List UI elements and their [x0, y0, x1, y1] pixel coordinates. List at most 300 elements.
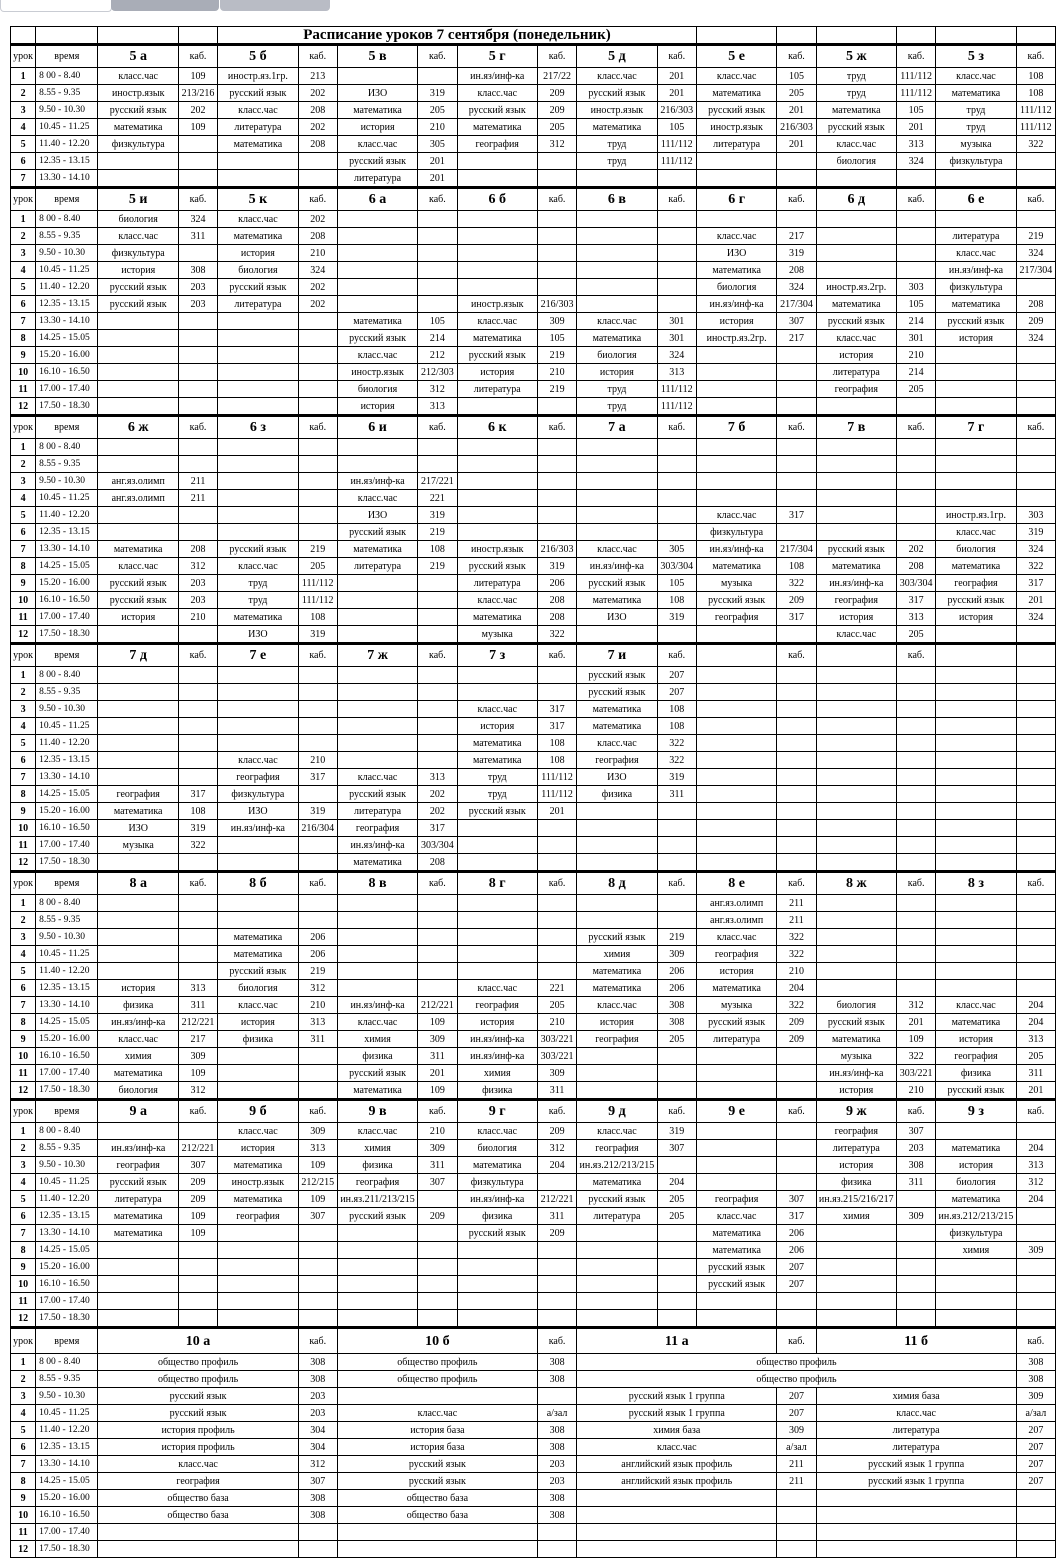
- room-cell: 322: [1016, 136, 1055, 153]
- room-cell: [657, 473, 696, 490]
- room-column-header: каб.: [537, 1100, 576, 1123]
- subject-cell: [936, 1123, 1016, 1140]
- room-cell: [777, 170, 816, 188]
- lesson-row: [11, 245, 1056, 262]
- room-cell: 322: [537, 626, 576, 644]
- subject-cell: [577, 1507, 777, 1524]
- subject-cell: математика: [337, 102, 417, 119]
- subject-cell: [577, 245, 657, 262]
- room-cell: [897, 1225, 936, 1242]
- room-cell: 205: [537, 119, 576, 136]
- room-column-header: каб.: [537, 416, 576, 439]
- lesson-number: 5: [11, 507, 36, 524]
- room-cell: 317: [298, 769, 337, 786]
- subject-cell: класс.час: [457, 1123, 537, 1140]
- subject-cell: [218, 912, 298, 929]
- room-cell: 217: [777, 228, 816, 245]
- time-column-header: время: [36, 45, 98, 68]
- room-cell: 309: [178, 1048, 217, 1065]
- lesson-time: 14.25 - 15.05: [36, 1014, 98, 1031]
- room-cell: 109: [178, 1225, 217, 1242]
- subject-cell: иностр.язык: [218, 1174, 298, 1191]
- room-cell: [178, 245, 217, 262]
- room-cell: [897, 490, 936, 507]
- room-cell: 202: [298, 119, 337, 136]
- lesson-row: [11, 170, 1056, 188]
- class-name: 6 з: [218, 416, 298, 439]
- lesson-number: 9: [11, 803, 36, 820]
- room-cell: 309: [657, 946, 696, 963]
- subject-cell: история: [457, 364, 537, 381]
- lesson-row: [11, 1524, 1056, 1541]
- lesson-number: 2: [11, 1371, 36, 1388]
- subject-cell: русский язык: [816, 541, 896, 558]
- room-cell: 201: [897, 1014, 936, 1031]
- lesson-row: [11, 153, 1056, 170]
- subject-cell: [696, 1065, 776, 1082]
- room-cell: 312: [298, 980, 337, 997]
- subject-cell: физика: [457, 1208, 537, 1225]
- subject-cell: математика: [337, 1082, 417, 1100]
- lesson-time: 8.55 - 9.35: [36, 228, 98, 245]
- room-cell: 308: [537, 1371, 576, 1388]
- subject-cell: [457, 1276, 537, 1293]
- browser-tab[interactable]: [220, 0, 330, 11]
- subject-cell: математика: [696, 980, 776, 997]
- room-cell: 307: [777, 313, 816, 330]
- lesson-number: 3: [11, 929, 36, 946]
- subject-cell: география: [577, 752, 657, 769]
- room-cell: [777, 364, 816, 381]
- subject-cell: математика: [696, 85, 776, 102]
- subject-cell: русский язык: [457, 558, 537, 575]
- lesson-time: 8 00 - 8.40: [36, 1123, 98, 1140]
- subject-cell: [337, 609, 417, 626]
- room-cell: [1016, 1276, 1055, 1293]
- room-cell: 303/304: [897, 575, 936, 592]
- lesson-number: 2: [11, 912, 36, 929]
- room-cell: [178, 524, 217, 541]
- room-cell: 311: [537, 1208, 576, 1225]
- subject-cell: общество профиль: [577, 1371, 1017, 1388]
- lesson-time: 8.55 - 9.35: [36, 912, 98, 929]
- subject-cell: анг.яз.олимп: [98, 490, 178, 507]
- lesson-time: 11.40 - 12.20: [36, 963, 98, 980]
- subject-cell: [218, 170, 298, 188]
- lesson-number: 4: [11, 718, 36, 735]
- room-cell: [657, 1276, 696, 1293]
- room-cell: 308: [1016, 1371, 1055, 1388]
- subject-cell: ин.яз/инф-ка: [218, 820, 298, 837]
- room-column-header: каб.: [298, 45, 337, 68]
- subject-cell: география: [577, 1140, 657, 1157]
- room-cell: [178, 1293, 217, 1310]
- room-cell: [897, 701, 936, 718]
- lesson-time: 9.50 - 10.30: [36, 473, 98, 490]
- room-cell: 317: [537, 701, 576, 718]
- subject-cell: класс.час: [577, 997, 657, 1014]
- subject-cell: ИЗО: [98, 820, 178, 837]
- room-cell: [657, 895, 696, 912]
- room-cell: 208: [1016, 296, 1055, 313]
- room-cell: 208: [298, 136, 337, 153]
- subject-cell: [337, 912, 417, 929]
- subject-cell: физкультура: [696, 524, 776, 541]
- room-cell: 206: [657, 980, 696, 997]
- lesson-row: [11, 1191, 1056, 1208]
- room-cell: 108: [657, 701, 696, 718]
- subject-cell: [337, 296, 417, 313]
- room-cell: [1016, 626, 1055, 644]
- subject-cell: [816, 837, 896, 854]
- subject-cell: история: [936, 330, 1016, 347]
- subject-cell: математика: [457, 1157, 537, 1174]
- room-cell: 201: [1016, 1082, 1055, 1100]
- room-cell: [1016, 718, 1055, 735]
- subject-cell: [696, 1157, 776, 1174]
- subject-cell: математика: [98, 1225, 178, 1242]
- room-cell: 206: [777, 1225, 816, 1242]
- room-cell: 303/221: [537, 1048, 576, 1065]
- room-column-header: каб.: [1016, 872, 1055, 895]
- lesson-time: 16.10 - 16.50: [36, 820, 98, 837]
- room-cell: [418, 1276, 457, 1293]
- class-name: 5 в: [337, 45, 417, 68]
- subject-cell: класс.час: [218, 997, 298, 1014]
- subject-cell: русский язык: [337, 1473, 537, 1490]
- lesson-number: 4: [11, 262, 36, 279]
- room-cell: [657, 837, 696, 854]
- subject-cell: анг.яз.олимп: [98, 473, 178, 490]
- lesson-time: 13.30 - 14.10: [36, 769, 98, 786]
- room-cell: 307: [897, 1123, 936, 1140]
- room-cell: [777, 854, 816, 872]
- lesson-row: [11, 119, 1056, 136]
- room-cell: [1016, 1524, 1055, 1541]
- lesson-number: 12: [11, 854, 36, 872]
- room-cell: [777, 1310, 816, 1328]
- room-cell: [418, 963, 457, 980]
- class-header-row: [11, 188, 1056, 211]
- room-cell: [1016, 980, 1055, 997]
- subject-cell: анг.яз.олимп: [696, 912, 776, 929]
- room-cell: 111/112: [1016, 102, 1055, 119]
- subject-cell: английский язык профиль: [577, 1473, 777, 1490]
- room-cell: а/зал: [1016, 1405, 1055, 1422]
- subject-cell: [577, 854, 657, 872]
- room-cell: [777, 381, 816, 398]
- class-name: 7 д: [98, 644, 178, 667]
- room-cell: 211: [777, 895, 816, 912]
- room-cell: [418, 279, 457, 296]
- room-cell: 207: [1016, 1439, 1055, 1456]
- room-cell: 208: [537, 609, 576, 626]
- subject-cell: [816, 1507, 1016, 1524]
- subject-cell: [98, 398, 178, 416]
- subject-cell: русский язык: [577, 85, 657, 102]
- room-cell: 324: [298, 262, 337, 279]
- lesson-number: 7: [11, 769, 36, 786]
- room-cell: 309: [777, 1422, 816, 1439]
- room-cell: [298, 439, 337, 456]
- class-name: 11 б: [816, 1328, 1016, 1354]
- room-cell: 207: [1016, 1456, 1055, 1473]
- subject-cell: химия: [337, 1140, 417, 1157]
- subject-cell: [457, 1310, 537, 1328]
- lesson-time: 12.35 - 13.15: [36, 153, 98, 170]
- room-column-header: каб.: [1016, 1328, 1055, 1354]
- subject-cell: русский язык: [936, 1082, 1016, 1100]
- subject-cell: общество профиль: [98, 1354, 298, 1371]
- lesson-number: 4: [11, 1174, 36, 1191]
- lesson-number: 7: [11, 313, 36, 330]
- lesson-number: 6: [11, 1439, 36, 1456]
- room-cell: 209: [537, 1225, 576, 1242]
- room-cell: 324: [777, 279, 816, 296]
- lesson-column-header: урок: [11, 872, 36, 895]
- room-cell: [897, 211, 936, 228]
- room-cell: 203: [178, 575, 217, 592]
- room-cell: [537, 490, 576, 507]
- room-cell: [418, 718, 457, 735]
- lesson-time: 11.40 - 12.20: [36, 1422, 98, 1439]
- subject-cell: [218, 507, 298, 524]
- class-name: 5 д: [577, 45, 657, 68]
- subject-cell: [457, 1242, 537, 1259]
- class-name: 8 в: [337, 872, 417, 895]
- room-cell: [897, 667, 936, 684]
- room-cell: [777, 1123, 816, 1140]
- subject-cell: [457, 524, 537, 541]
- room-cell: 206: [298, 929, 337, 946]
- subject-cell: [936, 211, 1016, 228]
- room-cell: 308: [537, 1507, 576, 1524]
- room-cell: 109: [178, 68, 217, 85]
- subject-cell: литература: [936, 228, 1016, 245]
- subject-cell: биология: [98, 1082, 178, 1100]
- room-cell: 313: [298, 1014, 337, 1031]
- room-cell: [897, 980, 936, 997]
- room-cell: 202: [897, 541, 936, 558]
- lesson-row: [11, 1439, 1056, 1456]
- subject-cell: история база: [337, 1439, 537, 1456]
- room-cell: 313: [1016, 1031, 1055, 1048]
- subject-cell: математика: [816, 102, 896, 119]
- title-spacer: [98, 27, 178, 45]
- room-cell: 219: [537, 347, 576, 364]
- lesson-row: [11, 439, 1056, 456]
- room-cell: 219: [418, 524, 457, 541]
- subject-cell: иностр.язык: [577, 102, 657, 119]
- subject-cell: ИЗО: [696, 245, 776, 262]
- room-cell: 324: [1016, 541, 1055, 558]
- room-cell: 308: [537, 1354, 576, 1371]
- room-cell: [657, 1310, 696, 1328]
- subject-cell: [337, 667, 417, 684]
- subject-cell: класс.час: [98, 68, 178, 85]
- subject-cell: биология: [936, 541, 1016, 558]
- room-cell: 319: [657, 609, 696, 626]
- lesson-time: 13.30 - 14.10: [36, 170, 98, 188]
- room-cell: [897, 439, 936, 456]
- room-cell: 304: [298, 1422, 337, 1439]
- room-cell: [537, 1524, 576, 1541]
- room-cell: [897, 1259, 936, 1276]
- lesson-row: [11, 1048, 1056, 1065]
- subject-cell: [98, 1123, 178, 1140]
- lesson-number: 12: [11, 1541, 36, 1558]
- subject-cell: [696, 820, 776, 837]
- room-cell: 303: [1016, 507, 1055, 524]
- subject-cell: [98, 752, 178, 769]
- room-cell: 307: [298, 1473, 337, 1490]
- subject-cell: [577, 626, 657, 644]
- lesson-row: [11, 456, 1056, 473]
- subject-cell: [816, 929, 896, 946]
- lesson-number: 4: [11, 946, 36, 963]
- room-cell: [777, 490, 816, 507]
- lesson-row: [11, 1388, 1056, 1405]
- room-cell: 203: [178, 296, 217, 313]
- room-cell: [1016, 1259, 1055, 1276]
- subject-cell: [337, 946, 417, 963]
- title-spacer: [1016, 27, 1055, 45]
- subject-cell: ин.яз.215/216/217: [816, 1191, 896, 1208]
- room-cell: 111/112: [298, 575, 337, 592]
- class-name: 6 в: [577, 188, 657, 211]
- room-cell: 219: [657, 929, 696, 946]
- lesson-column-header: урок: [11, 416, 36, 439]
- subject-cell: история: [337, 119, 417, 136]
- lesson-time: 14.25 - 15.05: [36, 1473, 98, 1490]
- subject-cell: русский язык: [98, 1388, 298, 1405]
- lesson-row: [11, 929, 1056, 946]
- browser-tab[interactable]: [0, 0, 112, 12]
- room-cell: [178, 170, 217, 188]
- subject-cell: ин.яз/инф-ка: [457, 68, 537, 85]
- subject-cell: [696, 684, 776, 701]
- lesson-row: [11, 85, 1056, 102]
- subject-cell: [696, 1082, 776, 1100]
- room-cell: 206: [537, 575, 576, 592]
- subject-cell: [577, 1541, 777, 1558]
- lesson-number: 12: [11, 398, 36, 416]
- subject-cell: общество профиль: [337, 1354, 537, 1371]
- subject-cell: ИЗО: [337, 507, 417, 524]
- room-cell: [298, 524, 337, 541]
- subject-cell: [218, 490, 298, 507]
- subject-cell: русский язык: [816, 119, 896, 136]
- room-cell: [777, 718, 816, 735]
- subject-cell: математика: [936, 296, 1016, 313]
- subject-cell: литература: [816, 1439, 1016, 1456]
- subject-cell: [98, 1524, 298, 1541]
- room-cell: [777, 735, 816, 752]
- subject-cell: [577, 439, 657, 456]
- class-header-row: [11, 1100, 1056, 1123]
- class-name: 8 з: [936, 872, 1016, 895]
- subject-cell: математика: [816, 558, 896, 575]
- room-cell: [298, 667, 337, 684]
- title-spacer: [36, 27, 98, 45]
- room-cell: [298, 398, 337, 416]
- schedule-table: [10, 26, 1056, 1558]
- room-cell: [657, 1225, 696, 1242]
- subject-cell: физика: [936, 1065, 1016, 1082]
- subject-cell: класс.час: [457, 592, 537, 609]
- lesson-number: 2: [11, 228, 36, 245]
- subject-cell: [577, 296, 657, 313]
- subject-cell: математика: [218, 136, 298, 153]
- room-cell: [178, 963, 217, 980]
- subject-cell: класс.час: [457, 85, 537, 102]
- room-cell: [537, 667, 576, 684]
- lesson-time: 14.25 - 15.05: [36, 1242, 98, 1259]
- subject-cell: [696, 347, 776, 364]
- room-cell: 201: [777, 136, 816, 153]
- room-cell: 208: [298, 102, 337, 119]
- subject-cell: [816, 228, 896, 245]
- room-cell: 204: [537, 1157, 576, 1174]
- subject-cell: [577, 170, 657, 188]
- subject-cell: русский язык: [337, 330, 417, 347]
- room-cell: а/зал: [537, 1405, 576, 1422]
- subject-cell: класс.час: [577, 735, 657, 752]
- subject-cell: [936, 946, 1016, 963]
- room-cell: [897, 735, 936, 752]
- lesson-row: [11, 803, 1056, 820]
- subject-cell: [218, 718, 298, 735]
- room-cell: 319: [418, 507, 457, 524]
- room-cell: 216/303: [657, 102, 696, 119]
- lesson-time: 15.20 - 16.00: [36, 1259, 98, 1276]
- room-cell: [537, 507, 576, 524]
- room-column-header: каб.: [537, 1328, 576, 1354]
- room-cell: 203: [178, 279, 217, 296]
- subject-cell: ин.яз/инф-ка: [98, 1140, 178, 1157]
- lesson-number: 10: [11, 820, 36, 837]
- subject-cell: иностр.язык: [98, 85, 178, 102]
- subject-cell: класс.час: [696, 68, 776, 85]
- class-name: 6 к: [457, 416, 537, 439]
- room-column-header: каб.: [657, 872, 696, 895]
- subject-cell: русский язык: [696, 102, 776, 119]
- browser-tab[interactable]: [111, 0, 219, 11]
- room-cell: [897, 929, 936, 946]
- subject-cell: класс.час: [457, 701, 537, 718]
- room-cell: [897, 895, 936, 912]
- lesson-time: 13.30 - 14.10: [36, 997, 98, 1014]
- room-cell: 204: [1016, 1140, 1055, 1157]
- subject-cell: класс.час: [218, 102, 298, 119]
- lesson-time: 17.00 - 17.40: [36, 1524, 98, 1541]
- room-column-header: каб.: [418, 644, 457, 667]
- subject-cell: математика: [218, 1191, 298, 1208]
- room-cell: 217/304: [777, 296, 816, 313]
- subject-cell: класс.час: [936, 524, 1016, 541]
- room-cell: 317: [777, 507, 816, 524]
- subject-cell: [457, 245, 537, 262]
- lesson-column-header: урок: [11, 188, 36, 211]
- lesson-row: [11, 1140, 1056, 1157]
- subject-cell: [218, 330, 298, 347]
- subject-cell: [696, 769, 776, 786]
- subject-cell: [577, 1490, 777, 1507]
- subject-cell: [936, 701, 1016, 718]
- room-cell: [1016, 153, 1055, 170]
- lesson-row: [11, 296, 1056, 313]
- class-name: 6 г: [696, 188, 776, 211]
